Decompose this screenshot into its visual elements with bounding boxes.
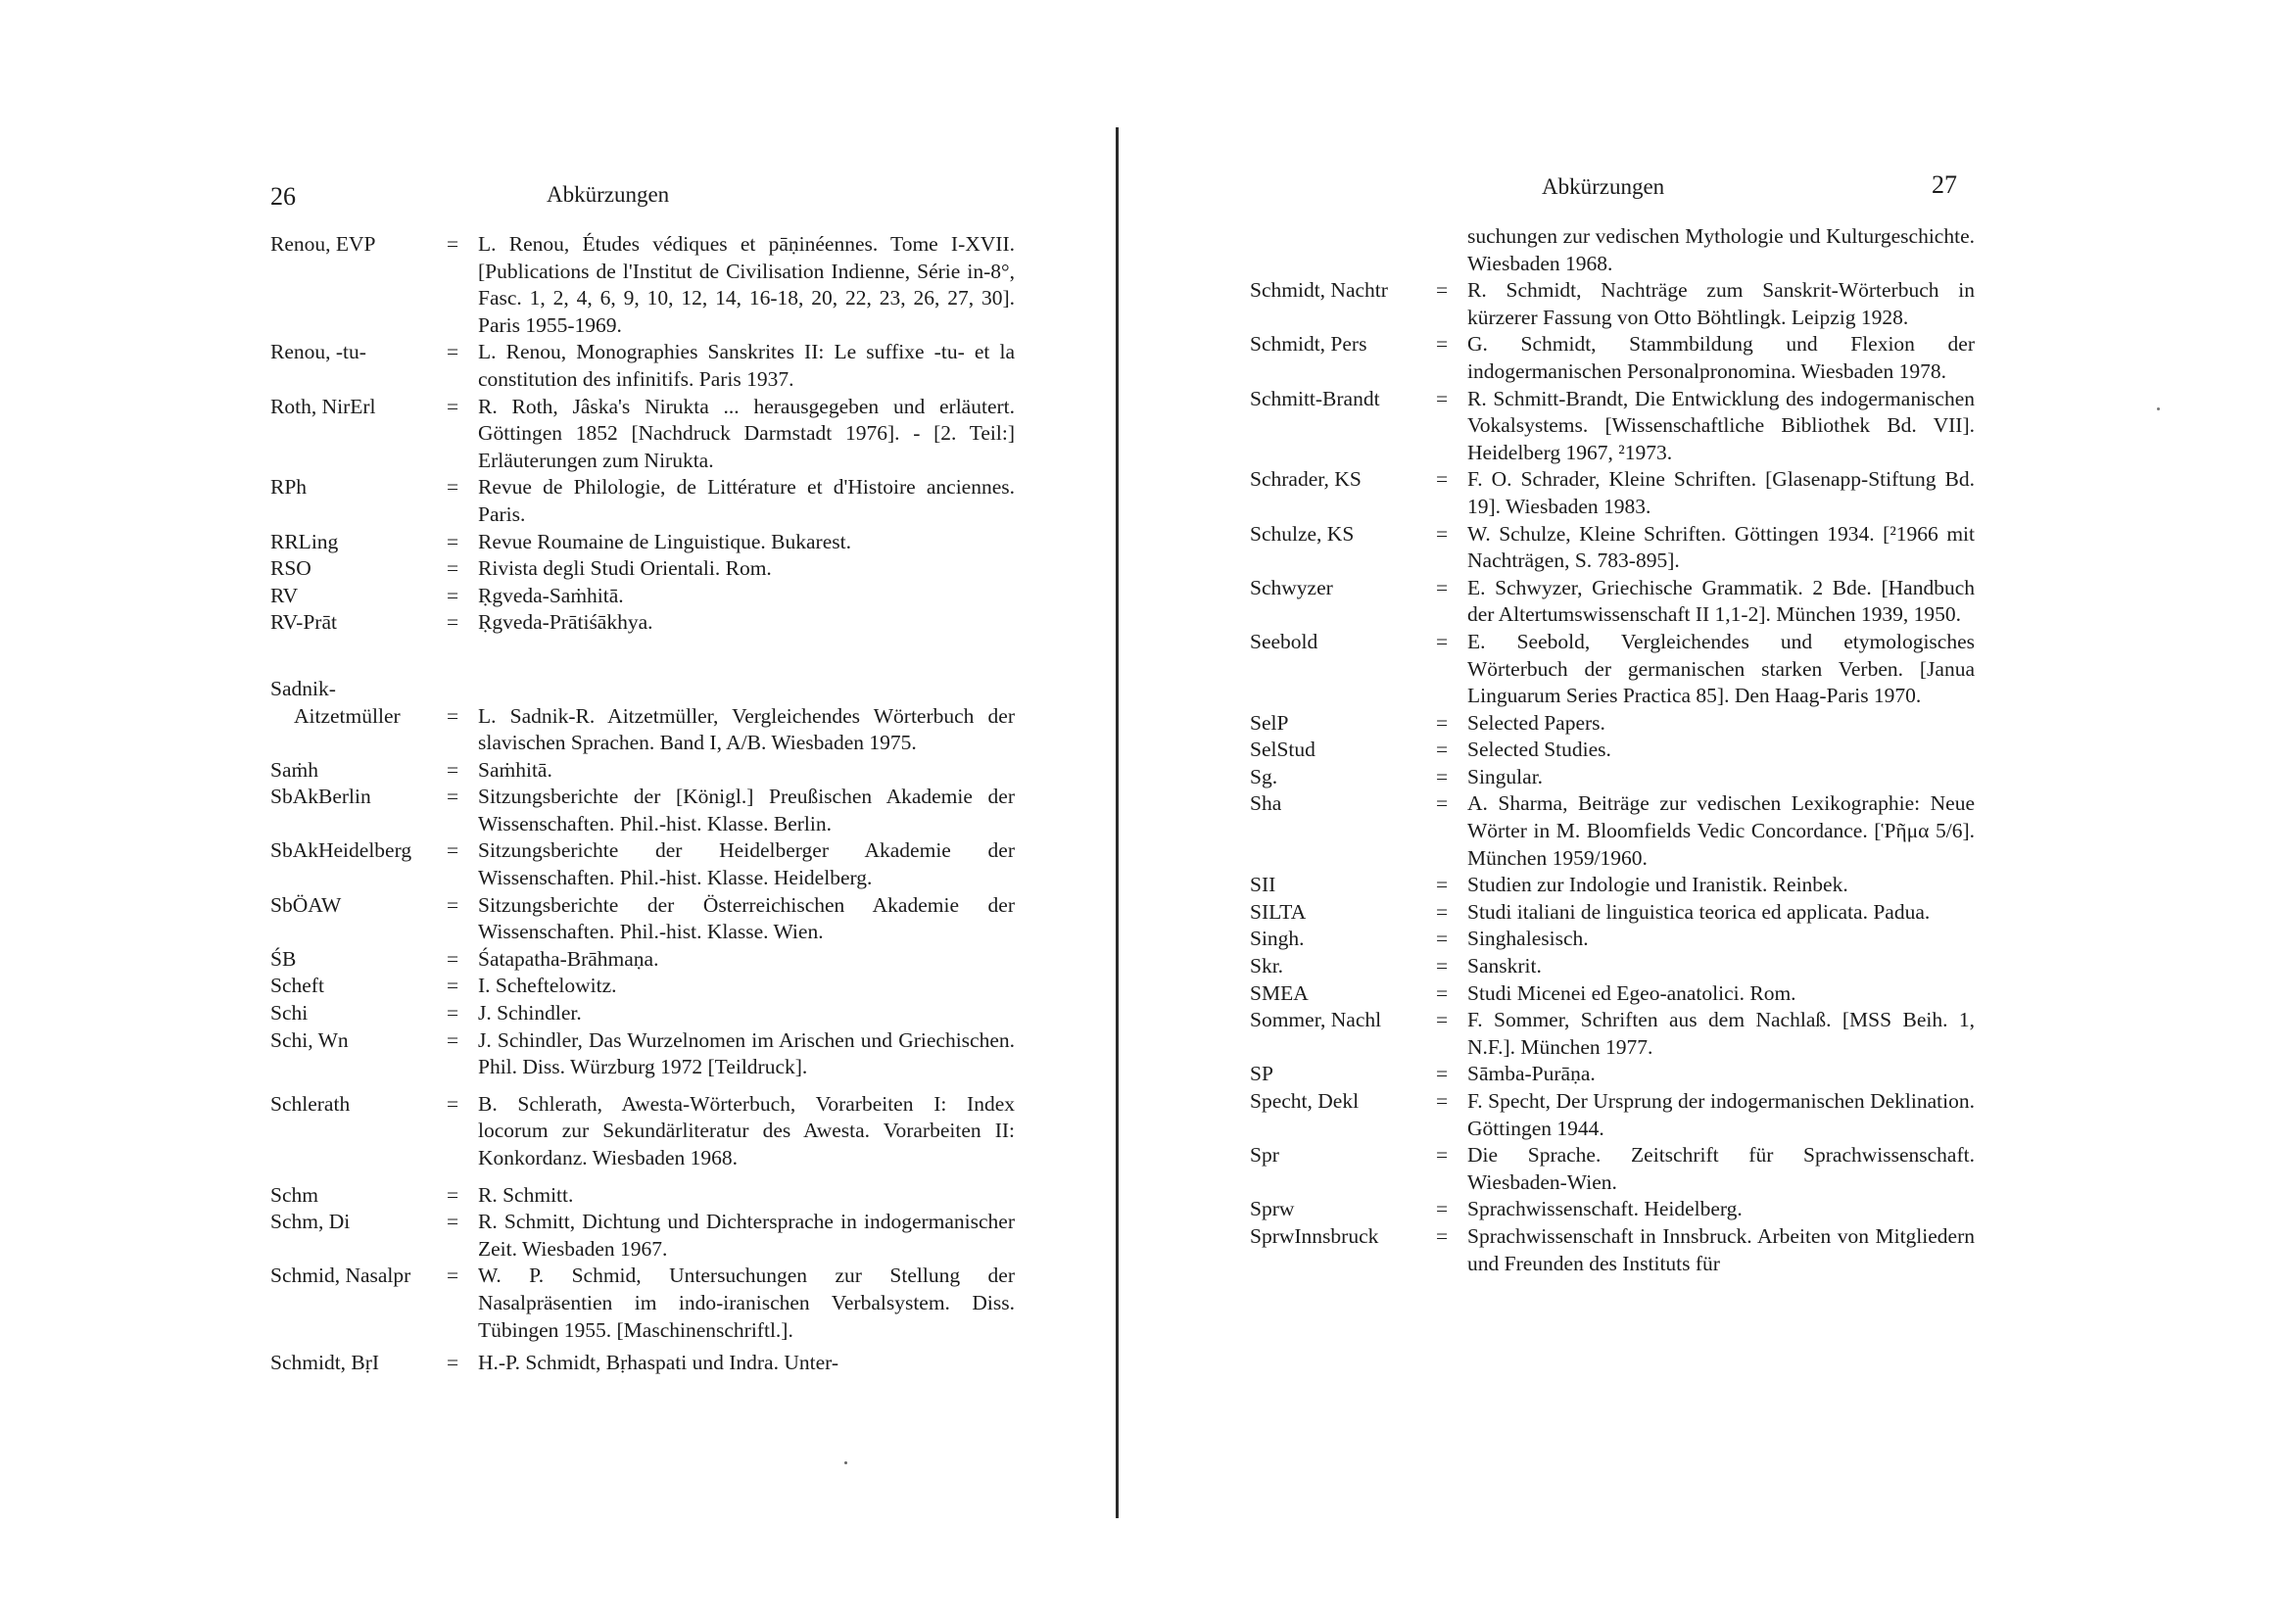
entry-text: J. Schindler, Das Wurzelnomen im Arischen und Griechischen. Phil. Diss. Würzburg 1972 [Teildruck].	[478, 1027, 1015, 1079]
entry-abbr: Schulze, KS	[1250, 521, 1355, 546]
entry-equals: =	[447, 1182, 459, 1207]
entry-abbr: Schrader, KS	[1250, 467, 1362, 492]
entry-text: Studi Micenei ed Egeo-anatolici. Rom.	[1467, 980, 1796, 1005]
entry-equals: =	[1436, 738, 1449, 762]
entry-abbr: Schmidt, Nachtr	[1250, 278, 1388, 303]
entry-text: Ṛgveda-Prātiśākhya.	[478, 610, 653, 635]
page-header	[1250, 168, 1975, 223]
page-number: 26	[270, 182, 296, 211]
entry-equals: =	[447, 1210, 459, 1234]
entry-equals: =	[1436, 1062, 1449, 1086]
continued-entry-text: suchungen zur vedischen Mythologie und Kulturgeschichte. Wiesbaden 1968.	[1467, 224, 1975, 275]
entry-equals: =	[447, 556, 459, 581]
entry	[1250, 764, 1975, 791]
entry-equals: =	[447, 232, 459, 256]
entry-abbr: SbAkBerlin	[270, 785, 371, 809]
entry-abbr: RPh	[270, 475, 308, 500]
entry	[270, 583, 1015, 610]
entry	[270, 757, 1015, 785]
entry-abbr: Sommer, Nachl	[1250, 1008, 1382, 1032]
entry	[1250, 1061, 1975, 1088]
entry-text: B. Schlerath, Awesta-Wörterbuch, Vorarbeiten I: Index locorum zur Sekundärliteratur des Awesta. Vorarbeiten II: Konkordanz. Wiesbaden 1968.	[478, 1091, 1015, 1169]
running-head: Abkürzungen	[1542, 174, 1665, 199]
entry	[270, 1209, 1015, 1263]
entry-abbr: SMEA	[1250, 980, 1309, 1005]
entry-equals: =	[1436, 278, 1449, 303]
entry	[270, 892, 1015, 946]
entry	[270, 609, 1015, 637]
entry-abbr: Schwyzer	[1250, 575, 1333, 599]
entry	[1250, 926, 1975, 953]
entry-equals: =	[1436, 1089, 1449, 1113]
entry	[270, 1027, 1015, 1081]
entry-equals: =	[1436, 1008, 1449, 1032]
entry-equals: =	[1436, 764, 1449, 788]
entry	[270, 837, 1015, 891]
entry-text: Śatapatha-Brāhmaṇa.	[478, 946, 659, 971]
entry-abbr: Skr.	[1250, 954, 1284, 978]
entry-text: A. Sharma, Beiträge zur vedischen Lexikographie: Neue Wörter in M. Bloomfields Vedic Concordance. [Ῥῆμα 5/6]. München 1959/1960.	[1467, 791, 1975, 870]
entry-abbr: Schmidt, Pers	[1250, 332, 1367, 357]
entry-equals: =	[447, 974, 459, 998]
entry-equals: =	[1436, 791, 1449, 816]
entry	[1250, 790, 1975, 872]
entry-abbr: Schmidt, BṛI	[270, 1351, 380, 1375]
entry-text: L. Renou, Études védiques et pāṇinéennes. Tome I-XVII. [Publications de l'Institut de Civilisation Indienne, Série in-8°, Fasc. 1, 2, 4, 6, 9, 10, 12, 14, 16-18, 20, 22, 23, 26, 27, 30]. Paris 1955-1969.	[478, 232, 1015, 337]
entry-equals: =	[1436, 629, 1449, 653]
entry-text: Sanskrit.	[1467, 954, 1542, 978]
entry-text: Sitzungsberichte der [Königl.] Preußischen Akademie der Wissenschaften. Phil.-hist. Klasse. Berlin.	[478, 785, 1015, 835]
entry	[1250, 899, 1975, 927]
entry	[270, 973, 1015, 1000]
entry-text: Studien zur Indologie und Iranistik. Reinbek.	[1467, 873, 1848, 897]
entry-text: W. Schulze, Kleine Schriften. Göttingen 1934. [²1966 mit Nachträgen, S. 783-895].	[1467, 521, 1975, 573]
entry	[270, 946, 1015, 974]
entry	[1250, 710, 1975, 738]
entry	[1250, 1007, 1975, 1061]
entry-abbr: RV	[270, 583, 299, 607]
entry	[1250, 1088, 1975, 1142]
entry-abbr: Sha	[1250, 791, 1282, 816]
entry-text: I. Scheftelowitz.	[478, 974, 617, 998]
entry-abbr: RRLing	[270, 529, 339, 553]
entry-equals: =	[1436, 332, 1449, 357]
entry-equals: =	[1436, 873, 1449, 897]
entry-equals: =	[447, 1091, 459, 1116]
entry-equals: =	[447, 1351, 459, 1375]
entry-text: G. Schmidt, Stammbildung und Flexion der indogermanischen Personalpronomina. Wiesbaden 1978.	[1467, 332, 1975, 383]
entry-text: R. Schmidt, Nachträge zum Sanskrit-Wörterbuch in kürzerer Fassung von Otto Böhtlingk. Leipzig 1928.	[1467, 278, 1975, 329]
book-gutter-line	[1116, 127, 1119, 1518]
entry	[270, 784, 1015, 837]
entry	[1250, 1223, 1975, 1277]
entry-equals: =	[447, 838, 459, 863]
entry-abbr: RV-Prāt	[270, 610, 337, 635]
entry-text: Die Sprache. Zeitschrift für Sprachwissenschaft. Wiesbaden-Wien.	[1467, 1143, 1975, 1194]
entry	[270, 1350, 1015, 1377]
scan-speck	[2157, 407, 2160, 410]
entry	[1250, 386, 1975, 467]
entry	[270, 474, 1015, 528]
scan-speck	[844, 1461, 847, 1464]
spacer	[270, 637, 1015, 676]
entry-abbr: ŚB	[270, 946, 297, 971]
entry-abbr: Singh.	[1250, 927, 1305, 951]
entry-abbr: RSO	[270, 556, 311, 581]
entry-equals: =	[1436, 899, 1449, 924]
entry	[1250, 737, 1975, 764]
entry	[270, 1000, 1015, 1027]
entry-equals: =	[447, 583, 459, 607]
running-head: Abkürzungen	[547, 182, 670, 207]
entry-equals: =	[1436, 467, 1449, 492]
entry-abbr: Specht, Dekl	[1250, 1089, 1360, 1113]
left-page	[270, 176, 1015, 1377]
entry	[270, 1182, 1015, 1210]
entry	[1250, 1142, 1975, 1196]
entry-abbr: Seebold	[1250, 629, 1318, 653]
entry-equals: =	[447, 892, 459, 917]
entry-equals: =	[447, 1027, 459, 1052]
right-page	[1250, 168, 1975, 1277]
entry-text: Selected Papers.	[1467, 710, 1605, 735]
entry-abbr: Schlerath	[270, 1091, 351, 1116]
entry-equals: =	[447, 340, 459, 364]
entry	[270, 339, 1015, 393]
entry-abbr: SelStud	[1250, 738, 1315, 762]
entry-equals: =	[447, 529, 459, 553]
entry	[1250, 1196, 1975, 1223]
entry-text: Rivista degli Studi Orientali. Rom.	[478, 556, 772, 581]
entry-text: E. Seebold, Vergleichendes und etymologisches Wörterbuch der germanischen starken Verben. [Janua Linguarum Series Practica 85]. Den Haag-Paris 1970.	[1467, 629, 1975, 708]
entry-text: Singular.	[1467, 764, 1544, 788]
entry-text: W. P. Schmid, Untersuchungen zur Stellung der Nasalpräsentien im indo-iranischen Verbalsystem. Diss. Tübingen 1955. [Maschinenschriftl.].	[478, 1264, 1015, 1342]
entry-text: Revue Roumaine de Linguistique. Bukarest.	[478, 529, 851, 553]
entry-text: Saṁhitā.	[478, 757, 552, 782]
entry-equals: =	[1436, 575, 1449, 599]
entry	[1250, 331, 1975, 385]
entry-text: L. Sadnik-R. Aitzetmüller, Vergleichendes Wörterbuch der slavischen Sprachen. Band I, A/B. Wiesbaden 1975.	[478, 703, 1015, 755]
entry-abbr: Saṁh	[270, 757, 318, 782]
abbreviation-list	[270, 231, 1015, 1377]
entry-equals: =	[447, 475, 459, 500]
page-header	[270, 176, 1015, 231]
entry-text: Revue de Philologie, de Littérature et d'Histoire anciennes. Paris.	[478, 475, 1015, 526]
entry-abbr: Schm, Di	[270, 1210, 351, 1234]
entry-text: F. Specht, Der Ursprung der indogermanischen Deklination. Göttingen 1944.	[1467, 1089, 1975, 1140]
entry-abbr: Schm	[270, 1182, 318, 1207]
entry-abbr-line1-row	[270, 676, 1015, 703]
entry-abbr: Schi	[270, 1001, 309, 1026]
entry-abbr: Aitzetmüller	[294, 703, 401, 728]
entry-abbr: SelP	[1250, 710, 1289, 735]
entry-equals: =	[1436, 521, 1449, 546]
entry-text: F. Sommer, Schriften aus dem Nachlaß. [MSS Beih. 1, N.F.]. München 1977.	[1467, 1008, 1975, 1059]
entry-text: Sprachwissenschaft in Innsbruck. Arbeiten von Mitgliedern und Freunden des Instituts für	[1467, 1223, 1975, 1275]
entry-text: R. Roth, Jâska's Nirukta ... herausgegeben und erläutert. Göttingen 1852 [Nachdruck Darmstadt 1976]. - [2. Teil:] Erläuterungen zum Nirukta.	[478, 394, 1015, 472]
entry-text: E. Schwyzer, Griechische Grammatik. 2 Bde. [Handbuch der Altertumswissenschaft II 1,1-2]. München 1939, 1950.	[1467, 575, 1975, 627]
entry-text: L. Renou, Monographies Sanskrites II: Le suffixe -tu- et la constitution des infinitifs. Paris 1937.	[478, 340, 1015, 391]
entry-equals: =	[1436, 954, 1449, 978]
entry-equals: =	[447, 757, 459, 782]
entry	[1250, 872, 1975, 899]
entry-text: R. Schmitt, Dichtung und Dichtersprache in indogermanischer Zeit. Wiesbaden 1967.	[478, 1210, 1015, 1261]
entry-abbr: Renou, EVP	[270, 232, 376, 256]
entry-text: Sitzungsberichte der Österreichischen Akademie der Wissenschaften. Phil.-hist. Klasse. Wien.	[478, 892, 1015, 944]
entry	[270, 231, 1015, 339]
entry-equals: =	[447, 946, 459, 971]
entry-abbr: SprwInnsbruck	[1250, 1223, 1379, 1248]
entry-equals: =	[1436, 1197, 1449, 1221]
entry-abbr: Roth, NirErl	[270, 394, 376, 418]
entry-text: Sāmba-Purāṇa.	[1467, 1062, 1596, 1086]
entry-text: Sprachwissenschaft. Heidelberg.	[1467, 1197, 1743, 1221]
abbreviation-list	[1250, 223, 1975, 1277]
entry-text: R. Schmitt-Brandt, Die Entwicklung des indogermanischen Vokalsystems. [Wissenschaftliche Bibliothek Bd. VII]. Heidelberg 1967, ²1973.	[1467, 386, 1975, 464]
entry-abbr-line1: Sadnik-	[270, 676, 336, 700]
entry-abbr: SbAkHeidelberg	[270, 838, 412, 863]
entry-abbr: Sprw	[1250, 1197, 1295, 1221]
entry-equals: =	[447, 1001, 459, 1026]
entry	[270, 1091, 1015, 1172]
entry-equals: =	[447, 1264, 459, 1288]
entry	[270, 1263, 1015, 1344]
entry	[1250, 466, 1975, 520]
entry-equals: =	[1436, 710, 1449, 735]
entry-abbr: Schmitt-Brandt	[1250, 386, 1380, 410]
entry-equals: =	[447, 703, 459, 728]
entry-text: Selected Studies.	[1467, 738, 1611, 762]
entry-abbr: Scheft	[270, 974, 324, 998]
entry	[270, 703, 1015, 757]
entry	[1250, 629, 1975, 710]
entry-abbr: Sg.	[1250, 764, 1278, 788]
entry	[270, 529, 1015, 556]
entry-equals: =	[1436, 980, 1449, 1005]
entry-abbr: Schmid, Nasalpr	[270, 1264, 411, 1288]
entry-equals: =	[1436, 1223, 1449, 1248]
entry-abbr: SILTA	[1250, 899, 1307, 924]
entry-abbr: Spr	[1250, 1143, 1279, 1168]
entry-abbr: SbÖAW	[270, 892, 342, 917]
entry-abbr: SII	[1250, 873, 1276, 897]
entry-text: Studi italiani de linguistica teorica ed applicata. Padua.	[1467, 899, 1931, 924]
entry	[1250, 575, 1975, 629]
entry	[270, 555, 1015, 583]
entry-text: R. Schmitt.	[478, 1182, 574, 1207]
entry	[1250, 277, 1975, 331]
entry-text: H.-P. Schmidt, Bṛhaspati und Indra. Unter-	[478, 1351, 838, 1375]
entry-equals: =	[447, 394, 459, 418]
entry	[1250, 953, 1975, 980]
entry-equals: =	[447, 610, 459, 635]
entry-equals: =	[1436, 927, 1449, 951]
entry-equals: =	[1436, 386, 1449, 410]
page-number: 27	[1932, 170, 1957, 199]
entry	[1250, 521, 1975, 575]
entry-equals: =	[447, 785, 459, 809]
entry-equals: =	[1436, 1143, 1449, 1168]
entry-text: Singhalesisch.	[1467, 927, 1589, 951]
entry-abbr: Schi, Wn	[270, 1027, 349, 1052]
entry	[1250, 980, 1975, 1008]
entry-text: Ṛgveda-Saṁhitā.	[478, 583, 624, 607]
entry	[270, 394, 1015, 475]
entry-text: J. Schindler.	[478, 1001, 582, 1026]
entry-abbr: SP	[1250, 1062, 1273, 1086]
entry-text: F. O. Schrader, Kleine Schriften. [Glasenapp-Stiftung Bd. 19]. Wiesbaden 1983.	[1467, 467, 1975, 518]
entry-text: Sitzungsberichte der Heidelberger Akademie der Wissenschaften. Phil.-hist. Klasse. Heidelberg.	[478, 838, 1015, 890]
entry-abbr: Renou, -tu-	[270, 340, 366, 364]
